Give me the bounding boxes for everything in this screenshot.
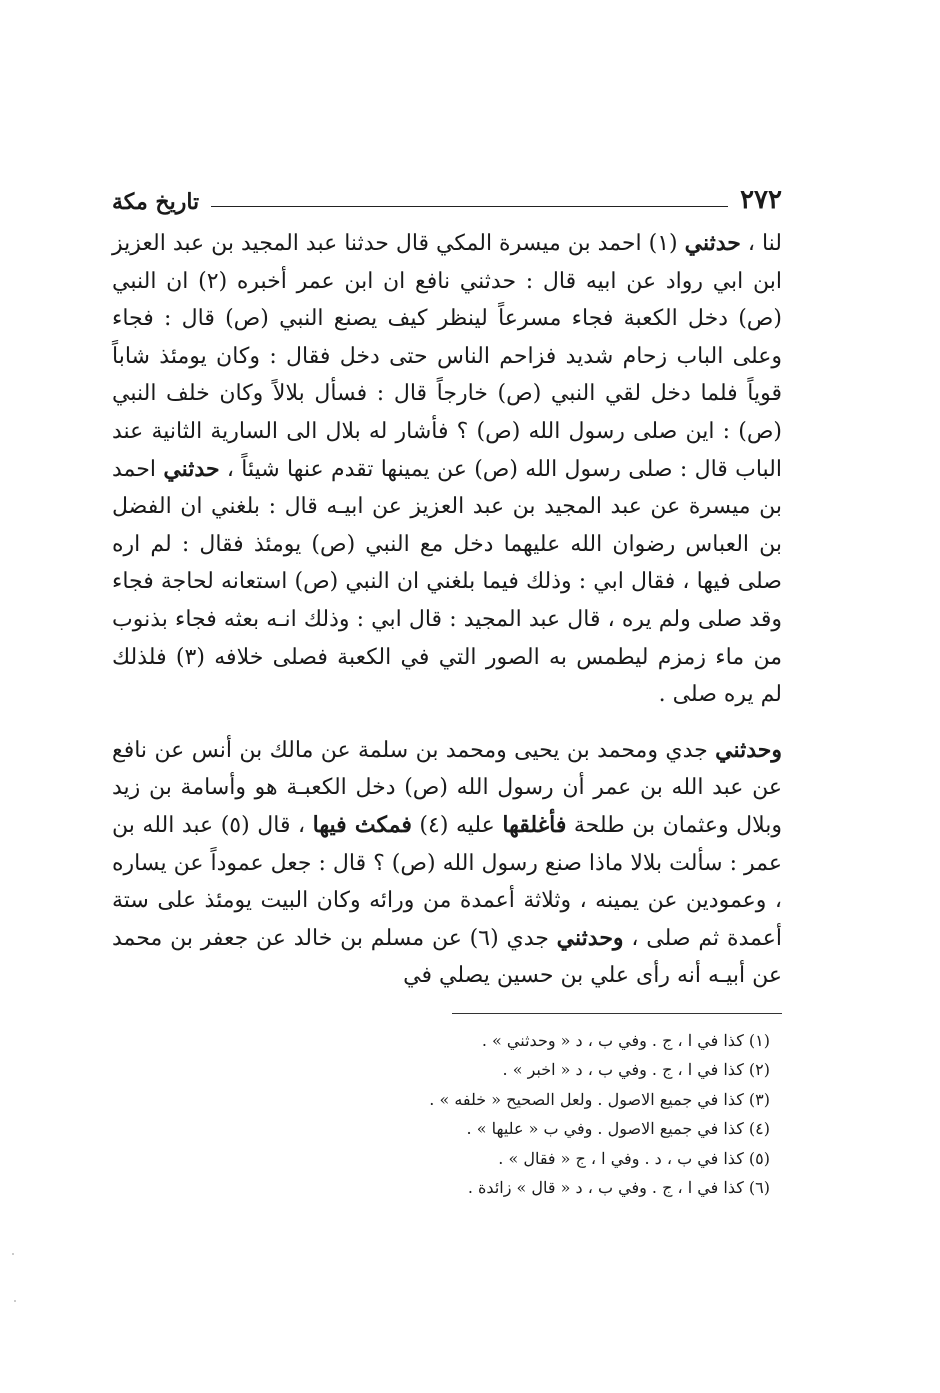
scan-speck xyxy=(12,1253,14,1255)
scan-speck xyxy=(14,1300,16,1302)
paragraph-1-segment: (١) احمد بن ميسرة المكي قال حدثنا عبد المجيد بن عبد العزيز ابن ابي رواد عن ابيه قال : حدثني نافع ان ابن عمر أخبره (٢) ان النبي (ص) دخل الكعبة فجاء مسرعاً لينظر كيف يصنع النبي (ص) قال : فجاء وعلى الباب زحام شديد فزاحم الناس حتى دخل فقال : وكان يومئذ شاباً قوياً فلما دخل لقي النبي (ص) خارجاً قال : فسأل بلالاً وكان خلف النبي (ص) : اين صلى رسول الله (ص) ؟ فأشار له بلال الى السارية الثانية عند الباب قال : صلى رسول الله (ص) عن يمينها تقدم عنها شيئاً ، xyxy=(112,231,782,482)
footnote-separator xyxy=(452,1013,782,1014)
paragraph-2-segment: جدي (٦) عن مسلم بن خالد عن جعفر بن محمد عن أبيـه أنه رأى علي بن حسين يصلي في xyxy=(112,925,782,989)
footnote: (٢) كذا في ا ، ج . وفي ب ، د « اخبر » . xyxy=(502,1060,770,1080)
paragraph-1-segment: لنا ، xyxy=(740,231,783,256)
running-title: تاريخ مكة xyxy=(112,189,200,215)
page-header xyxy=(112,165,782,213)
paragraph-2-segment: فمكث فيها xyxy=(312,811,412,838)
paragraph-1-segment: حدثني xyxy=(163,455,220,482)
header-rule xyxy=(211,206,728,207)
paragraph-2-segment: وحدثني xyxy=(556,924,624,951)
paragraph-2-segment: وحدثني xyxy=(715,736,782,763)
paragraph-2-segment: ، قال (٥) عبد الله بن عمر : سألت بلالا ماذا صنع رسول الله (ص) ؟ قال : جعل عموداً عن يساره ، وعمودين عن يمينه ، وثلاثة أعمدة من ورائه وكان البيت يومئذ على ستة أعمدة ثم صلى ، xyxy=(112,812,783,951)
footnote: (٥) كذا في ب ، د . وفي ا ، ج « فقال » . xyxy=(498,1148,770,1168)
paragraph-2-segment: فأغلقها xyxy=(502,811,567,838)
footnote: (٤) كذا في جميع الاصول . وفي ب « عليها » . xyxy=(466,1119,770,1139)
paragraph-2-segment: جدي ومحمد بن يحيى ومحمد بن سلمة عن مالك بن أنس عن نافع عن عبد الله بن عمر أن رسول الله (ص) دخل الكعبـة هو وأسامة بن زيد وبلال وعثمان بن طلحة xyxy=(112,737,783,838)
paragraph-1 xyxy=(112,225,782,714)
page-number: ٢٧٢ xyxy=(740,185,782,215)
paragraph-2 xyxy=(112,732,782,995)
paragraph-1-segment: احمد بن ميسرة عن عبد المجيد بن عبد العزيز عن ابيـه قال : بلغني ان الفضل بن العباس رضوان الله عليهما دخل مع النبي (ص) يومئذ فقال : لم اره صلى فيها ، فقال ابي : وذلك فيما بلغني ان النبي (ص) استعانه لحاجة فجاء وقد صلى ولم يره ، قال عبد المجيد : قال ابي : وذلك انـه بعثه فجاء بذنوب من ماء زمزم ليطمس به الصور التي في الكعبة فصلى خلافه (٣) فلذلك لم يره صلى . xyxy=(112,456,783,708)
footnote: (٣) كذا في جميع الاصول . ولعل الصحيح « خلفه » . xyxy=(429,1089,770,1109)
paragraph-2-segment: عليه (٤) xyxy=(411,812,503,838)
footnote: (١) كذا في ا ، ج . وفي ب ، د « وحدثني » . xyxy=(481,1030,770,1050)
footnotes xyxy=(112,1026,782,1203)
footnote: (٦) كذا في ا ، ج . وفي ب ، د « قال » زائدة . xyxy=(467,1178,770,1198)
paragraph-1-segment: حدثني xyxy=(684,230,741,256)
book-page xyxy=(112,165,782,1203)
body-text xyxy=(112,225,782,995)
